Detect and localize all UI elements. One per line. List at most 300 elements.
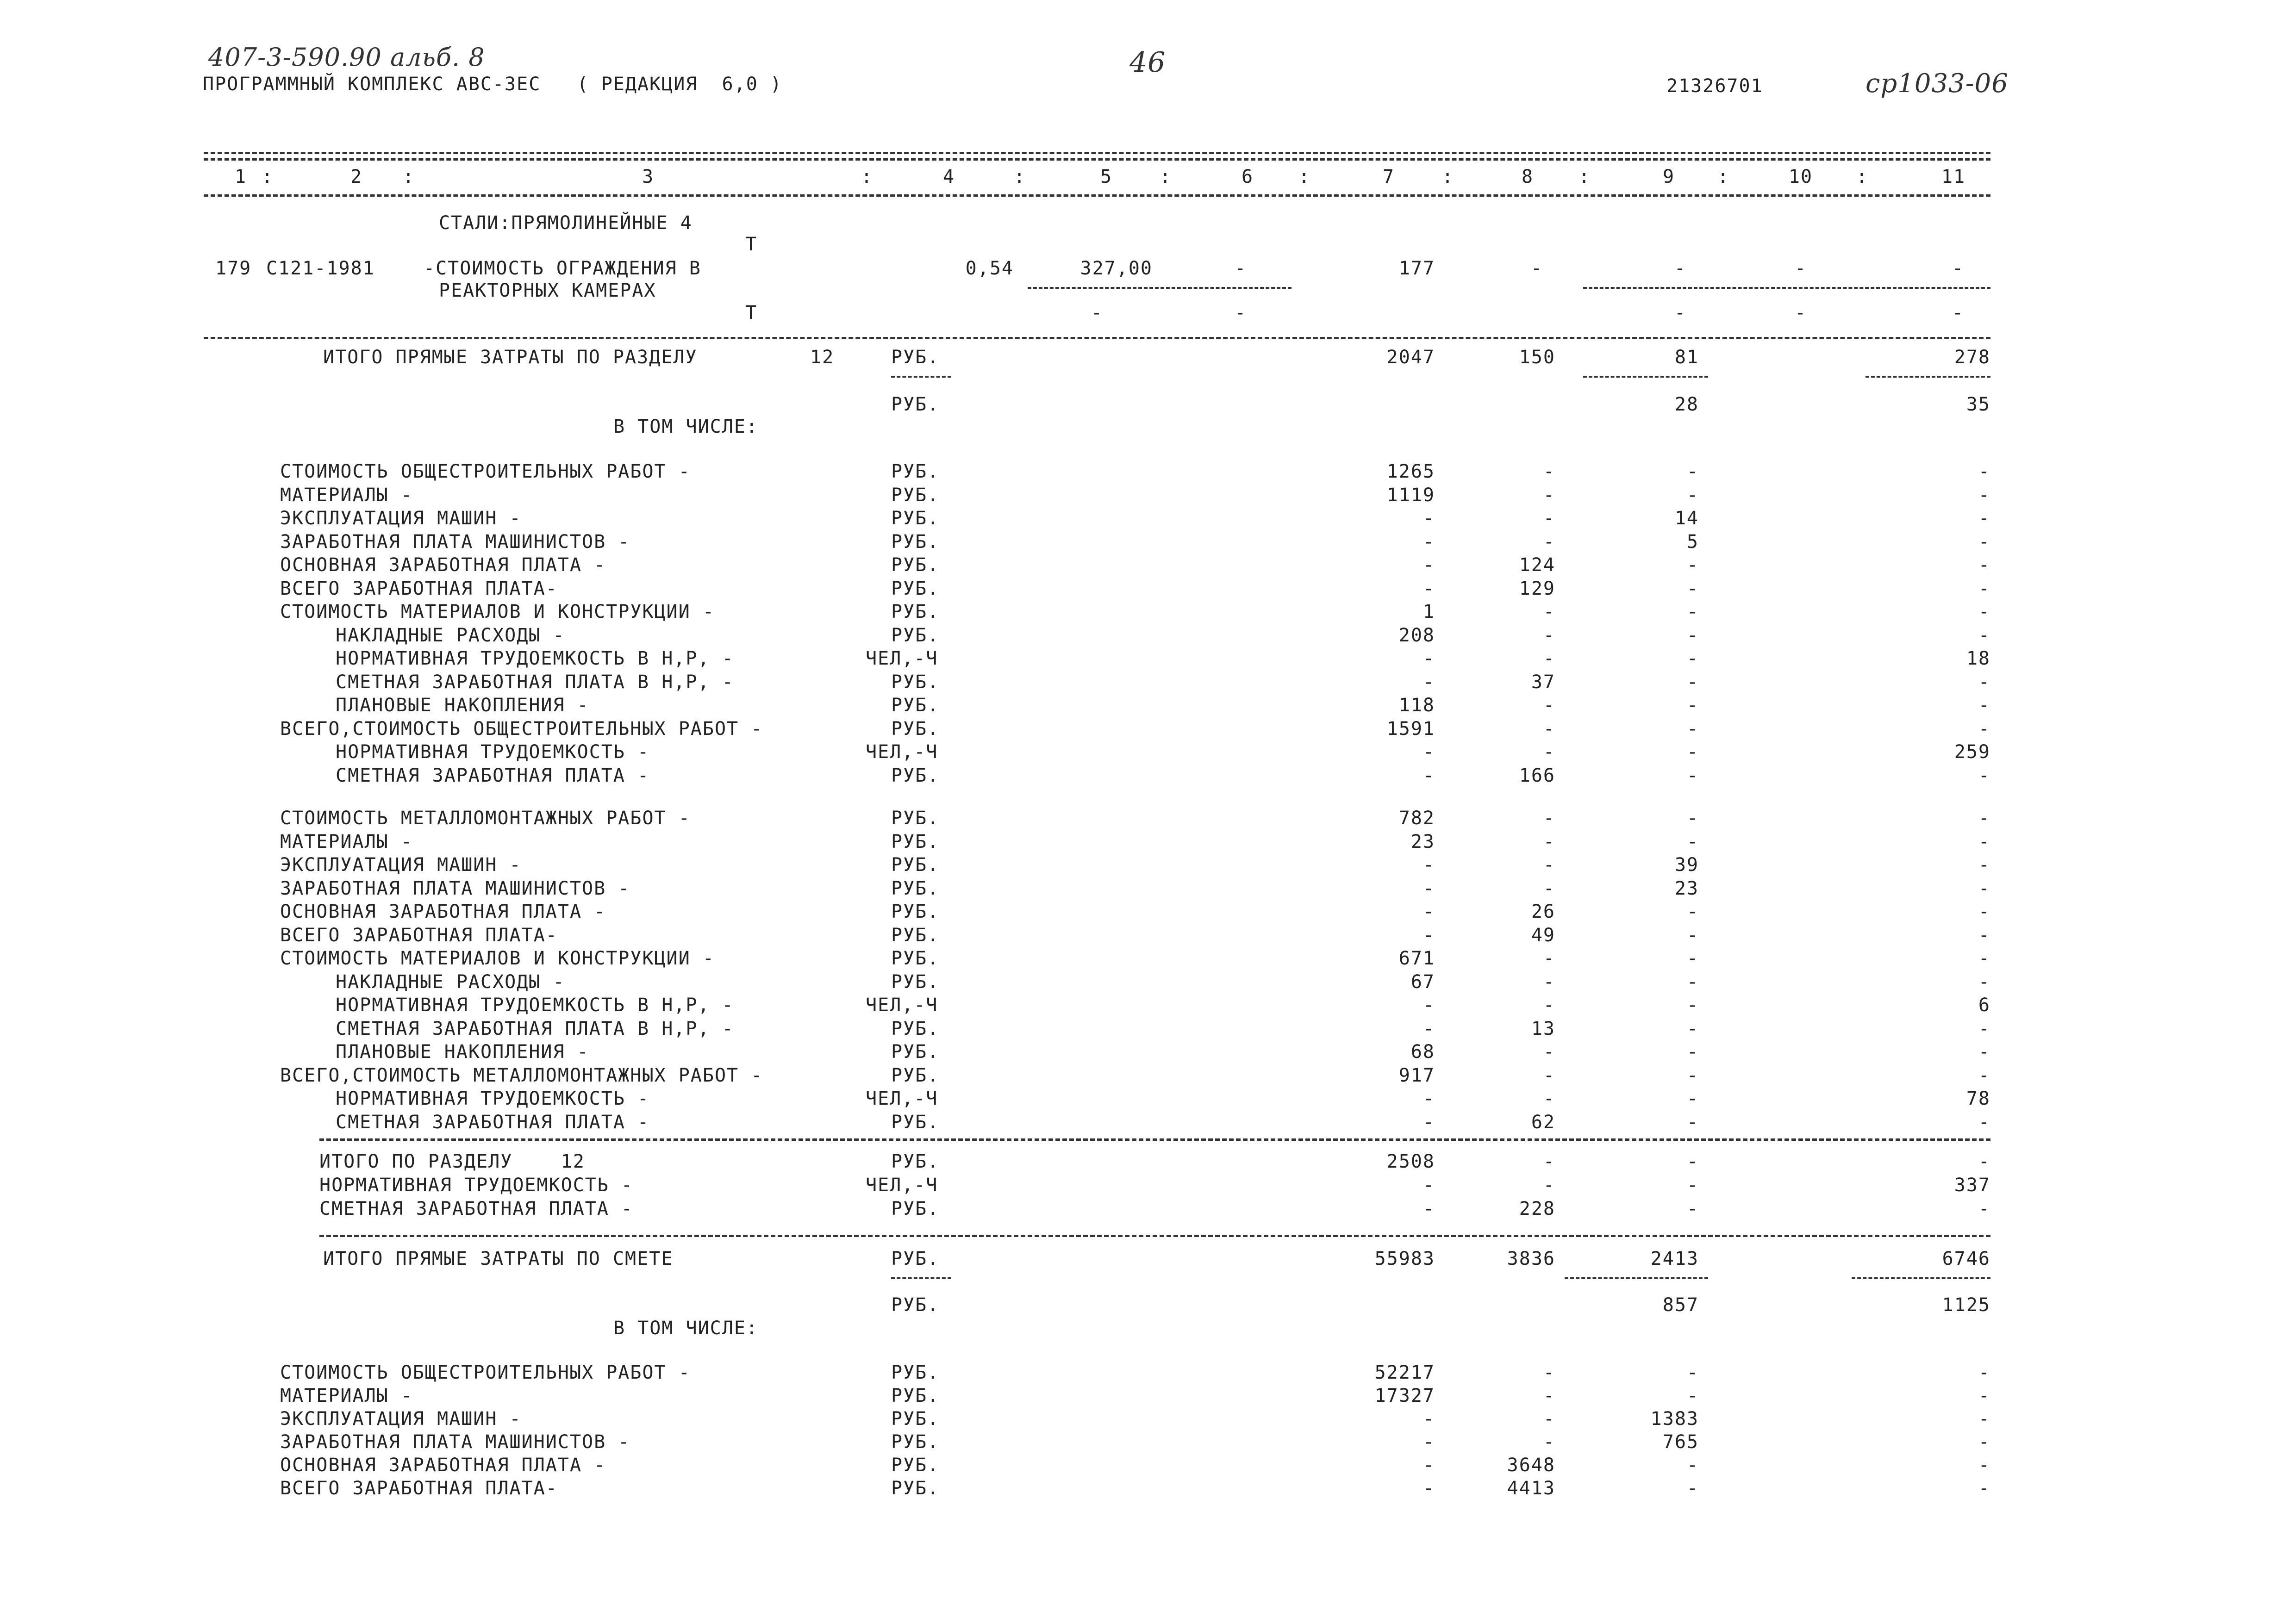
- item-underline-5-6: [1028, 287, 1292, 289]
- handwritten-stamp: ср1033-06: [1866, 68, 2009, 99]
- row-col8: -: [1543, 854, 1555, 876]
- row-col11: -: [1978, 1064, 1990, 1086]
- row-label: ЗАРАБОТНАЯ ПЛАТА МАШИНИСТОВ -: [280, 877, 630, 899]
- row-col7: 208: [1398, 624, 1435, 646]
- row-col9: -: [1686, 1041, 1699, 1063]
- section-total-col8: 150: [1519, 347, 1555, 368]
- row-col7: -: [1423, 765, 1435, 786]
- row-label: ОСНОВНАЯ ЗАРАБОТНАЯ ПЛАТА -: [280, 901, 606, 922]
- estimate-including-label: В ТОМ ЧИСЛЕ:: [613, 1318, 758, 1339]
- row-col11: -: [1978, 671, 1990, 693]
- row-unit: РУБ.: [891, 924, 940, 946]
- row-col9: -: [1686, 1064, 1699, 1086]
- row-col7: 67: [1410, 971, 1435, 993]
- section-title: СТАЛИ:ПРЯМОЛИНЕЙНЫЕ 4: [439, 212, 693, 234]
- rule-before-section12: [319, 1138, 1990, 1141]
- row-col11: -: [1978, 971, 1990, 993]
- row-col9: -: [1686, 484, 1699, 506]
- row-col11: -: [1978, 461, 1990, 482]
- row-col8: 3648: [1507, 1455, 1555, 1476]
- column-header-5: 5: [1100, 166, 1113, 187]
- item-col7: 177: [1398, 258, 1435, 279]
- section-total-col11: 278: [1954, 347, 1990, 368]
- estimate-unit-underline: [891, 1277, 951, 1279]
- item-sub-col5: -: [1091, 302, 1104, 323]
- row-col11: -: [1978, 1041, 1990, 1063]
- row-col11: 259: [1954, 741, 1990, 763]
- item-sub-col9: -: [1674, 302, 1687, 323]
- row-col9: -: [1686, 695, 1699, 716]
- column-header-10: 10: [1788, 166, 1813, 187]
- row-unit: РУБ.: [891, 971, 940, 993]
- unit-underline: [891, 376, 951, 378]
- row-col9: 14: [1674, 508, 1699, 529]
- unit-t: Т: [745, 234, 758, 255]
- item-col9: -: [1674, 258, 1687, 279]
- column-separator: :: [1014, 166, 1026, 187]
- row-col9: -: [1686, 624, 1699, 646]
- item-sub-col10: -: [1794, 302, 1807, 323]
- item-number: 179: [215, 258, 252, 279]
- item-sub-col11: -: [1952, 302, 1965, 323]
- row-col11: -: [1978, 601, 1990, 622]
- item-unit-price: 327,00: [1080, 258, 1153, 279]
- column-header-3: 3: [642, 166, 655, 187]
- row-col7: -: [1423, 508, 1435, 529]
- row-col9: -: [1686, 1175, 1699, 1196]
- row-col7: -: [1423, 578, 1435, 599]
- item-col6: -: [1234, 258, 1247, 279]
- row-col11: -: [1978, 1431, 1990, 1453]
- row-label: МАТЕРИАЛЫ -: [280, 484, 413, 506]
- row-col7: -: [1423, 1175, 1435, 1196]
- row-col9: -: [1686, 1111, 1699, 1133]
- row-col8: 228: [1519, 1198, 1555, 1219]
- row-label: СТОИМОСТЬ МАТЕРИАЛОВ И КОНСТРУКЦИИ -: [280, 948, 715, 969]
- row-col8: -: [1543, 508, 1555, 529]
- column-separator: :: [1717, 166, 1730, 187]
- column-header-7: 7: [1382, 166, 1395, 187]
- row-label: НОРМАТИВНАЯ ТРУДОЕМКОСТЬ -: [336, 1088, 650, 1109]
- row-label: ЗАРАБОТНАЯ ПЛАТА МАШИНИСТОВ -: [280, 1431, 630, 1453]
- row-label: ЗАРАБОТНАЯ ПЛАТА МАШИНИСТОВ -: [280, 531, 630, 553]
- section-total-col11b: 35: [1966, 394, 1990, 415]
- row-unit: РУБ.: [891, 1041, 940, 1063]
- row-col8: 129: [1519, 578, 1555, 599]
- row-unit: РУБ.: [891, 1064, 940, 1086]
- row-unit: РУБ.: [891, 508, 940, 529]
- column-separator: :: [1442, 166, 1454, 187]
- row-label: МАТЕРИАЛЫ -: [280, 1385, 413, 1406]
- row-unit: РУБ.: [891, 531, 940, 553]
- item-desc-2: РЕАКТОРНЫХ КАМЕРАХ: [439, 280, 656, 301]
- row-col9: -: [1686, 601, 1699, 622]
- row-unit: РУБ.: [891, 1111, 940, 1133]
- row-col8: 13: [1531, 1018, 1555, 1039]
- column-separator: :: [861, 166, 873, 187]
- row-label: НОРМАТИВНАЯ ТРУДОЕМКОСТЬ -: [319, 1175, 634, 1196]
- row-col9: -: [1686, 1088, 1699, 1109]
- row-col11: -: [1978, 695, 1990, 716]
- row-unit: РУБ.: [891, 948, 940, 969]
- row-label: ВСЕГО ЗАРАБОТНАЯ ПЛАТА-: [280, 1478, 558, 1499]
- row-col7: -: [1423, 554, 1435, 576]
- estimate-total-unit: РУБ.: [891, 1248, 940, 1269]
- item-qty: 0,54: [965, 258, 1014, 279]
- row-unit: ЧЕЛ,-Ч: [866, 995, 938, 1016]
- column-header-1: 1: [234, 166, 247, 187]
- row-col9: -: [1686, 831, 1699, 852]
- including-label: В ТОМ ЧИСЛЕ:: [613, 416, 758, 437]
- row-col8: -: [1543, 1385, 1555, 1406]
- row-label: ВСЕГО ЗАРАБОТНАЯ ПЛАТА-: [280, 924, 558, 946]
- estimate-total-unit-2: РУБ.: [891, 1294, 940, 1316]
- row-unit: РУБ.: [891, 671, 940, 693]
- item-underline-9-11: [1583, 287, 1990, 289]
- row-col8: -: [1543, 531, 1555, 553]
- row-col7: -: [1423, 924, 1435, 946]
- row-unit: РУБ.: [891, 1455, 940, 1476]
- row-col8: -: [1543, 461, 1555, 482]
- row-col11: -: [1978, 1408, 1990, 1430]
- row-col8: -: [1543, 1431, 1555, 1453]
- row-unit: РУБ.: [891, 1431, 940, 1453]
- estimate-total-col11: 6746: [1942, 1248, 1990, 1269]
- row-col7: -: [1423, 995, 1435, 1016]
- unit-t-2: Т: [745, 302, 758, 323]
- row-label: НОРМАТИВНАЯ ТРУДОЕМКОСТЬ -: [336, 741, 650, 763]
- row-col9: -: [1686, 1198, 1699, 1219]
- handwritten-reference: 407-3-590.90 альб. 8: [208, 43, 485, 72]
- row-col11: -: [1978, 578, 1990, 599]
- row-col8: 49: [1531, 924, 1555, 946]
- row-unit: ЧЕЛ,-Ч: [866, 1088, 938, 1109]
- row-col7: -: [1423, 531, 1435, 553]
- column-separator: :: [1160, 166, 1172, 187]
- row-col8: -: [1543, 624, 1555, 646]
- row-col9: -: [1686, 1362, 1699, 1383]
- estimate-total-col11b: 1125: [1942, 1294, 1990, 1316]
- row-label: СМЕТНАЯ ЗАРАБОТНАЯ ПЛАТА В Н,Р, -: [336, 671, 734, 693]
- row-col9: -: [1686, 1151, 1699, 1172]
- estimate-total-label: ИТОГО ПРЯМЫЕ ЗАТРАТЫ ПО СМЕТЕ: [323, 1248, 674, 1269]
- row-unit: РУБ.: [891, 1151, 940, 1172]
- row-col9: 39: [1674, 854, 1699, 876]
- row-label: ЭКСПЛУАТАЦИЯ МАШИН -: [280, 1408, 522, 1430]
- row-label: НОРМАТИВНАЯ ТРУДОЕМКОСТЬ В Н,Р, -: [336, 995, 734, 1016]
- row-col11: 78: [1966, 1088, 1990, 1109]
- row-label: ПЛАНОВЫЕ НАКОПЛЕНИЯ -: [336, 695, 589, 716]
- row-col8: 124: [1519, 554, 1555, 576]
- row-label: СМЕТНАЯ ЗАРАБОТНАЯ ПЛАТА В Н,Р, -: [336, 1018, 734, 1039]
- row-col7: -: [1423, 901, 1435, 922]
- column-header-2: 2: [350, 166, 363, 187]
- row-col11: -: [1978, 1151, 1990, 1172]
- row-col9: 1383: [1650, 1408, 1699, 1430]
- item-code: С121-1981: [266, 258, 375, 279]
- row-col7: 118: [1398, 695, 1435, 716]
- row-col8: 166: [1519, 765, 1555, 786]
- row-col8: -: [1543, 718, 1555, 740]
- row-label: СМЕТНАЯ ЗАРАБОТНАЯ ПЛАТА -: [336, 1111, 650, 1133]
- row-col8: -: [1543, 1175, 1555, 1196]
- row-col9: -: [1686, 671, 1699, 693]
- row-col8: -: [1543, 1151, 1555, 1172]
- row-col11: -: [1978, 624, 1990, 646]
- row-unit: РУБ.: [891, 1018, 940, 1039]
- row-col8: 37: [1531, 671, 1555, 693]
- row-col7: -: [1423, 741, 1435, 763]
- row-col7: -: [1423, 854, 1435, 876]
- row-col8: -: [1543, 601, 1555, 622]
- section-total-col9b: 28: [1674, 394, 1699, 415]
- row-label: ВСЕГО,СТОИМОСТЬ ОБЩЕСТРОИТЕЛЬНЫХ РАБОТ -: [280, 718, 763, 740]
- row-unit: РУБ.: [891, 854, 940, 876]
- row-col11: -: [1978, 901, 1990, 922]
- row-col8: -: [1543, 1088, 1555, 1109]
- row-col8: -: [1543, 877, 1555, 899]
- row-col7: 17327: [1374, 1385, 1435, 1406]
- row-label: НАКЛАДНЫЕ РАСХОДЫ -: [336, 971, 565, 993]
- row-col7: 52217: [1374, 1362, 1435, 1383]
- row-col8: -: [1543, 741, 1555, 763]
- section-total-unit: РУБ.: [891, 347, 940, 368]
- row-col11: -: [1978, 877, 1990, 899]
- row-unit: РУБ.: [891, 554, 940, 576]
- row-col7: 1591: [1386, 718, 1435, 740]
- estimate-total-col8: 3836: [1507, 1248, 1555, 1269]
- row-col11: -: [1978, 1018, 1990, 1039]
- row-col11: -: [1978, 924, 1990, 946]
- row-col9: -: [1686, 971, 1699, 993]
- row-label: ОСНОВНАЯ ЗАРАБОТНАЯ ПЛАТА -: [280, 1455, 606, 1476]
- row-label: СТОИМОСТЬ МАТЕРИАЛОВ И КОНСТРУКЦИИ -: [280, 601, 715, 622]
- row-col9: -: [1686, 808, 1699, 829]
- estimate-underline-9: [1565, 1277, 1708, 1279]
- row-col7: -: [1423, 1408, 1435, 1430]
- row-col7: -: [1423, 877, 1435, 899]
- row-label: ПЛАНОВЫЕ НАКОПЛЕНИЯ -: [336, 1041, 589, 1063]
- row-unit: РУБ.: [891, 1478, 940, 1499]
- row-col8: -: [1543, 1408, 1555, 1430]
- row-col9: 765: [1662, 1431, 1699, 1453]
- row-unit: РУБ.: [891, 765, 940, 786]
- rule-header-bottom: [204, 194, 1990, 197]
- row-label: НОРМАТИВНАЯ ТРУДОЕМКОСТЬ В Н,Р, -: [336, 648, 734, 669]
- row-col11: 337: [1954, 1175, 1990, 1196]
- rule-top-2: [204, 158, 1990, 161]
- row-label: МАТЕРИАЛЫ -: [280, 831, 413, 852]
- row-unit: РУБ.: [891, 461, 940, 482]
- row-col9: -: [1686, 1018, 1699, 1039]
- item-desc-1: -СТОИМОСТЬ ОГРАЖДЕНИЯ В: [424, 258, 701, 279]
- row-col7: -: [1423, 1431, 1435, 1453]
- row-label: СТОИМОСТЬ ОБЩЕСТРОИТЕЛЬНЫХ РАБОТ -: [280, 461, 691, 482]
- row-col8: 4413: [1507, 1478, 1555, 1499]
- row-col11: -: [1978, 1362, 1990, 1383]
- row-col9: 5: [1686, 531, 1699, 553]
- row-col9: -: [1686, 948, 1699, 969]
- row-col9: -: [1686, 461, 1699, 482]
- row-unit: ЧЕЛ,-Ч: [866, 1175, 938, 1196]
- row-col8: -: [1543, 648, 1555, 669]
- row-col9: -: [1686, 648, 1699, 669]
- section-total-underline-11: [1866, 376, 1990, 378]
- row-col7: 782: [1398, 808, 1435, 829]
- row-col9: -: [1686, 718, 1699, 740]
- row-col7: -: [1423, 1455, 1435, 1476]
- row-col7: 1: [1423, 601, 1435, 622]
- column-header-9: 9: [1662, 166, 1675, 187]
- column-separator: :: [403, 166, 415, 187]
- row-unit: РУБ.: [891, 695, 940, 716]
- row-col9: -: [1686, 924, 1699, 946]
- row-col11: -: [1978, 808, 1990, 829]
- row-col7: -: [1423, 1478, 1435, 1499]
- section-total-unit-2: РУБ.: [891, 394, 940, 415]
- row-col11: -: [1978, 854, 1990, 876]
- row-col7: 68: [1410, 1041, 1435, 1063]
- row-label: СМЕТНАЯ ЗАРАБОТНАЯ ПЛАТА -: [319, 1198, 634, 1219]
- row-label: НАКЛАДНЫЕ РАСХОДЫ -: [336, 624, 565, 646]
- column-separator: :: [1298, 166, 1311, 187]
- row-col9: -: [1686, 901, 1699, 922]
- rule-before-section-total: [204, 337, 1990, 339]
- item-col11: -: [1952, 258, 1965, 279]
- row-col7: -: [1423, 1018, 1435, 1039]
- row-col8: -: [1543, 831, 1555, 852]
- row-col11: -: [1978, 554, 1990, 576]
- row-col9: -: [1686, 741, 1699, 763]
- row-col11: -: [1978, 1198, 1990, 1219]
- row-unit: ЧЕЛ,-Ч: [866, 648, 938, 669]
- estimate-total-col9b: 857: [1662, 1294, 1699, 1316]
- estimate-underline-11: [1852, 1277, 1990, 1279]
- row-col7: -: [1423, 1198, 1435, 1219]
- row-label: ВСЕГО ЗАРАБОТНАЯ ПЛАТА-: [280, 578, 558, 599]
- row-col11: -: [1978, 831, 1990, 852]
- column-separator: :: [1578, 166, 1591, 187]
- section-total-col7: 2047: [1386, 347, 1435, 368]
- document-code: 21326701: [1666, 75, 1763, 97]
- row-col7: -: [1423, 671, 1435, 693]
- row-col8: 26: [1531, 901, 1555, 922]
- row-col11: -: [1978, 508, 1990, 529]
- row-unit: РУБ.: [891, 901, 940, 922]
- estimate-total-col7: 55983: [1374, 1248, 1435, 1269]
- row-col8: 62: [1531, 1111, 1555, 1133]
- row-unit: РУБ.: [891, 624, 940, 646]
- row-col7: 1265: [1386, 461, 1435, 482]
- row-col8: -: [1543, 948, 1555, 969]
- row-col11: -: [1978, 718, 1990, 740]
- row-col11: -: [1978, 484, 1990, 506]
- row-unit: РУБ.: [891, 1385, 940, 1406]
- row-col9: -: [1686, 765, 1699, 786]
- item-sub-col6: -: [1234, 302, 1247, 323]
- row-col7: 917: [1398, 1064, 1435, 1086]
- row-unit: РУБ.: [891, 601, 940, 622]
- row-label: ИТОГО ПО РАЗДЕЛУ 12: [319, 1151, 585, 1172]
- estimate-total-col9: 2413: [1650, 1248, 1699, 1269]
- row-col11: -: [1978, 1111, 1990, 1133]
- row-col7: -: [1423, 648, 1435, 669]
- section-total-underline-9: [1583, 376, 1708, 378]
- row-unit: РУБ.: [891, 484, 940, 506]
- item-col8: -: [1530, 258, 1543, 279]
- row-col11: -: [1978, 1385, 1990, 1406]
- column-separator: :: [262, 166, 274, 187]
- row-col9: -: [1686, 1385, 1699, 1406]
- row-col7: 671: [1398, 948, 1435, 969]
- row-col11: -: [1978, 948, 1990, 969]
- rule-before-estimate: [319, 1235, 1990, 1237]
- row-label: СТОИМОСТЬ МЕТАЛЛОМОНТАЖНЫХ РАБОТ -: [280, 808, 691, 829]
- row-label: СТОИМОСТЬ ОБЩЕСТРОИТЕЛЬНЫХ РАБОТ -: [280, 1362, 691, 1383]
- row-unit: ЧЕЛ,-Ч: [866, 741, 938, 763]
- row-col9: -: [1686, 554, 1699, 576]
- row-col11: 18: [1966, 648, 1990, 669]
- page-number: 46: [1129, 46, 1166, 79]
- row-col9: -: [1686, 995, 1699, 1016]
- row-col9: -: [1686, 1478, 1699, 1499]
- row-unit: РУБ.: [891, 1198, 940, 1219]
- program-title: ПРОГРАММНЫЙ КОМПЛЕКС АВС-3ЕС ( РЕДАКЦИЯ 6,0 ): [203, 74, 782, 95]
- row-col8: -: [1543, 484, 1555, 506]
- row-col11: -: [1978, 765, 1990, 786]
- column-header-11: 11: [1941, 166, 1966, 187]
- row-col7: -: [1423, 1088, 1435, 1109]
- row-col7: 1119: [1386, 484, 1435, 506]
- section-total-col9: 81: [1674, 347, 1699, 368]
- row-label: ЭКСПЛУАТАЦИЯ МАШИН -: [280, 854, 522, 876]
- row-col11: 6: [1978, 995, 1990, 1016]
- row-label: ЭКСПЛУАТАЦИЯ МАШИН -: [280, 508, 522, 529]
- row-col8: -: [1543, 1064, 1555, 1086]
- row-unit: РУБ.: [891, 877, 940, 899]
- column-header-8: 8: [1521, 166, 1534, 187]
- rule-top: [204, 152, 1990, 154]
- row-col11: -: [1978, 531, 1990, 553]
- row-col8: -: [1543, 695, 1555, 716]
- column-header-4: 4: [942, 166, 955, 187]
- row-col7: -: [1423, 1111, 1435, 1133]
- row-col8: -: [1543, 995, 1555, 1016]
- row-unit: РУБ.: [891, 808, 940, 829]
- row-col8: -: [1543, 1041, 1555, 1063]
- row-col11: -: [1978, 1478, 1990, 1499]
- row-col7: 23: [1410, 831, 1435, 852]
- row-label: ОСНОВНАЯ ЗАРАБОТНАЯ ПЛАТА -: [280, 554, 606, 576]
- section-total-number: 12: [810, 347, 835, 368]
- row-unit: РУБ.: [891, 1362, 940, 1383]
- row-unit: РУБ.: [891, 831, 940, 852]
- row-col9: 23: [1674, 877, 1699, 899]
- row-label: ВСЕГО,СТОИМОСТЬ МЕТАЛЛОМОНТАЖНЫХ РАБОТ -: [280, 1064, 763, 1086]
- item-col10: -: [1794, 258, 1807, 279]
- row-col11: -: [1978, 1455, 1990, 1476]
- row-col8: -: [1543, 971, 1555, 993]
- column-separator: :: [1856, 166, 1869, 187]
- column-header-6: 6: [1241, 166, 1254, 187]
- row-col7: 2508: [1386, 1151, 1435, 1172]
- row-unit: РУБ.: [891, 578, 940, 599]
- row-unit: РУБ.: [891, 718, 940, 740]
- row-col9: -: [1686, 1455, 1699, 1476]
- row-col8: -: [1543, 808, 1555, 829]
- row-label: СМЕТНАЯ ЗАРАБОТНАЯ ПЛАТА -: [336, 765, 650, 786]
- row-col9: -: [1686, 578, 1699, 599]
